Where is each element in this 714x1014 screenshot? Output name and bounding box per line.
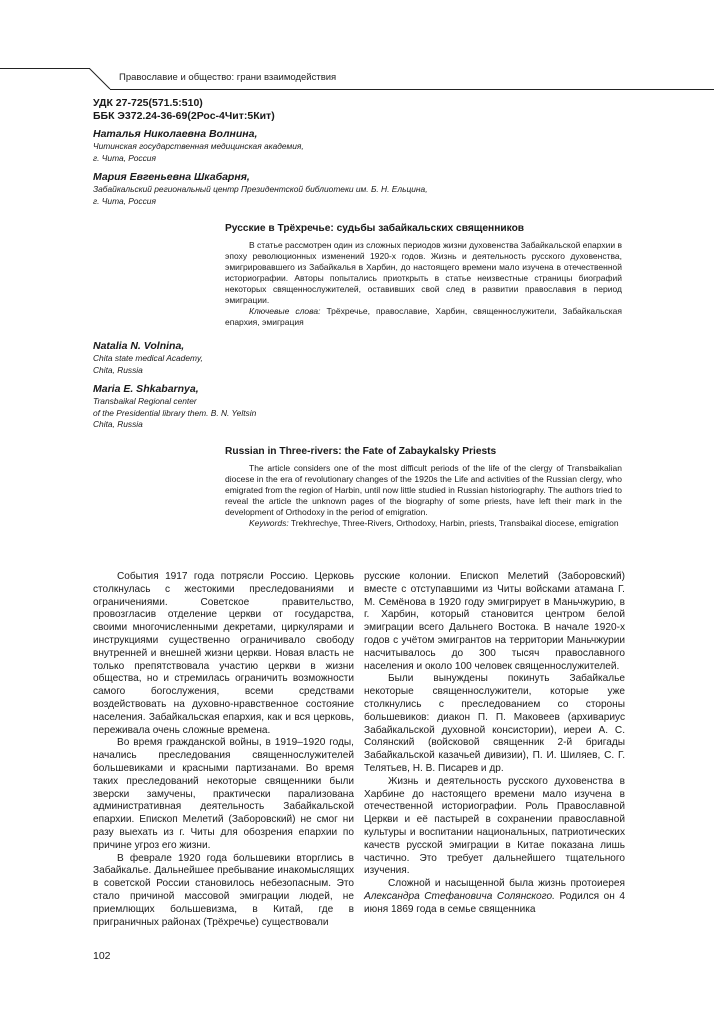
- affiliation-line: г. Чита, Россия: [93, 195, 156, 206]
- body-paragraph: Жизнь и деятельность русского духовенства в Харбине до настоящего времени мало изучена в отечественной историографии. Роль Православной Церкви и её пастырей в сохранении православной культуры и воспитании национальных, патриотических качеств русской эмиграции в Китае показана лишь частично. Это требует дальнейшего тщательного изучения.: [364, 775, 625, 877]
- body-paragraph-continued: русские колонии. Епископ Мелетий (Заборовский) вместе с отступавшими из Читы войсками атамана Г. М. Семёнова в 1920 году эмигрирует в Маньчжурию, в г. Харбин, который становится центром белой эмиграции всего Дальнего Востока. В начале 1920-х годов с учётом эмигрантов на территории Маньчжурии насчитывалось до 300 тысяч православного населения и около 100 человек священнослужителей.: [364, 571, 625, 672]
- affiliation-line: Забайкальский региональный центр Президентской библиотеки им. Б. Н. Ельцина,: [93, 184, 428, 194]
- en-keywords: [225, 518, 622, 529]
- ru-author-1-name: Наталья Николаевна Волнина,: [93, 128, 258, 140]
- bbk-code: ББК Э372.24-36-69(2Рос-4Чит:5Кит): [93, 110, 275, 122]
- body-paragraph: В феврале 1920 года большевики вторглись в Забайкалье. Дальнейшее пребывание инакомыслящих в советской России становилось небезопасным. Это стало причиной массовой эмиграции людей, не приемлющих большевизма, в Китай, где в приграничных районах (Трёхречье) существовали: [93, 852, 354, 928]
- affiliation-line: of the Presidential library them. B. N. Yeltsin: [93, 407, 257, 418]
- person-name-italic: Александра Стефановича Солянского.: [364, 890, 555, 902]
- header-rule-right: [110, 89, 714, 90]
- affiliation-line: Chita state medical Academy,: [93, 353, 203, 363]
- ru-article-title: Русские в Трёхречье: судьбы забайкальских священников: [225, 223, 525, 234]
- en-author-1-affiliation: [93, 353, 513, 376]
- ru-keywords: [225, 306, 622, 328]
- en-keywords-label: Keywords:: [249, 518, 289, 528]
- affiliation-line: Chita, Russia: [93, 364, 143, 375]
- body-paragraph: События 1917 года потрясли Россию. Церковь столкнулась с жестокими преследованиями и ограничениями. Советское правительство, провозгласив отделение церкви от государства, своими многочисленными декретами, циркулярами и инструкциями существенно ограничивало свободу внутренней и внешней жизни церкви. Новая власть не только препятствовала участию церкви в жизни общества, но и стремилась ограничить возможности самого богослужения, всеми средствами воздействовать на духовно-нравственное состояние населения. Забайкальская епархия, как и вся церковь, переживала очень сложные времена.: [93, 571, 354, 736]
- affiliation-line: Читинская государственная медицинская академия,: [93, 141, 304, 151]
- body-paragraph: [364, 878, 625, 916]
- affiliation-line: г. Чита, Россия: [93, 152, 156, 163]
- en-author-1-name: Natalia N. Volnina,: [93, 340, 185, 352]
- body-column-left: [93, 571, 354, 929]
- ru-keywords-label: Ключевые слова:: [249, 306, 321, 316]
- ru-abstract: [225, 240, 622, 328]
- classification-codes: [93, 97, 275, 123]
- en-abstract: [225, 463, 622, 529]
- ru-abstract-text: В статье рассмотрен один из сложных периодов жизни духовенства Забайкальской епархии в эпоху революционных изменений 1920-х годов. Жизнь и деятельность русского духовенства, эмигрировавшего из Забайкалья в Харбин, до настоящего времени мало изучена в отечественной историографии. Авторы попытались приоткрыть в статье неизвестные страницы биографий некоторых священнослужителей, оставивших свой след в развитии православия в период эмиграции.: [225, 240, 622, 305]
- ru-keywords-text: Трёхречье, православие, Харбин, священнослужители, Забайкальская епархия, эмиграция: [225, 306, 622, 327]
- en-author-2-name: Maria E. Shkabarnya,: [93, 383, 199, 395]
- affiliation-line: Chita, Russia: [93, 419, 143, 429]
- body-text: Сложной и насыщенной была жизнь протоиерея: [388, 878, 625, 890]
- body-paragraph: Были вынуждены покинуть Забайкалье некоторые священнослужители, которые уже столкнулись с преследованием со стороны большевиков: диакон П. П. Маковеев (архивариус Забайкальской духовной консистории), иереи А. С. Солянский (войсковой священник 2-й бригады Забайкальской казачьей дивизии), П. И. Шиляев, С. Г. Телятьев, Н. В. Писарев и др.: [364, 673, 625, 774]
- page-number: 102: [93, 950, 111, 962]
- body-paragraph: Во время гражданской войны, в 1919–1920 годы, начались преследования священнослужителей большевиками и красными партизанами. Во время таких преследований некоторые священники были зверски замучены, практически парализована административная деятельность Забайкальской епархии. Епископ Мелетий (Заборовский) не смог ни разу выехать из г. Читы для обозрения епархии по причине угроз его жизни.: [93, 737, 354, 851]
- body-column-right: [364, 571, 625, 917]
- ru-author-1-affiliation: [93, 141, 513, 164]
- body-text: Родился он 4 июня 1869 года в семье священника: [364, 890, 626, 915]
- en-article-title: Russian in Three-rivers: the Fate of Zabaykalsky Priests: [225, 446, 497, 457]
- en-author-2-affiliation: [93, 396, 513, 431]
- header-rule-slant: [89, 68, 111, 90]
- header-rule-left: [0, 68, 90, 69]
- affiliation-line: Transbaikal Regional center: [93, 396, 197, 406]
- ru-author-2-affiliation: [93, 184, 513, 207]
- running-head: Православие и общество: грани взаимодействия: [119, 72, 337, 83]
- ru-author-2-name: Мария Евгеньевна Шкабарня,: [93, 171, 250, 183]
- udc-code: УДК 27-725(571.5:510): [93, 97, 203, 109]
- en-abstract-text: The article considers one of the most difficult periods of the life of the clergy of Transbaikalian diocese in the era of revolutionary changes of the 1920s the Life and activities of the Russian clergy, who emigrated from the region of Harbin, until now little studied in Russian historiography. The authors tried to reveal the article the unknown pages of the biography of some priests, have left their mark in the development of Orthodoxy in the period of emigration.: [225, 463, 622, 517]
- en-keywords-text: Trekhrechye, Three-Rivers, Orthodoxy, Harbin, priests, Transbaikal diocese, emigration: [290, 518, 619, 528]
